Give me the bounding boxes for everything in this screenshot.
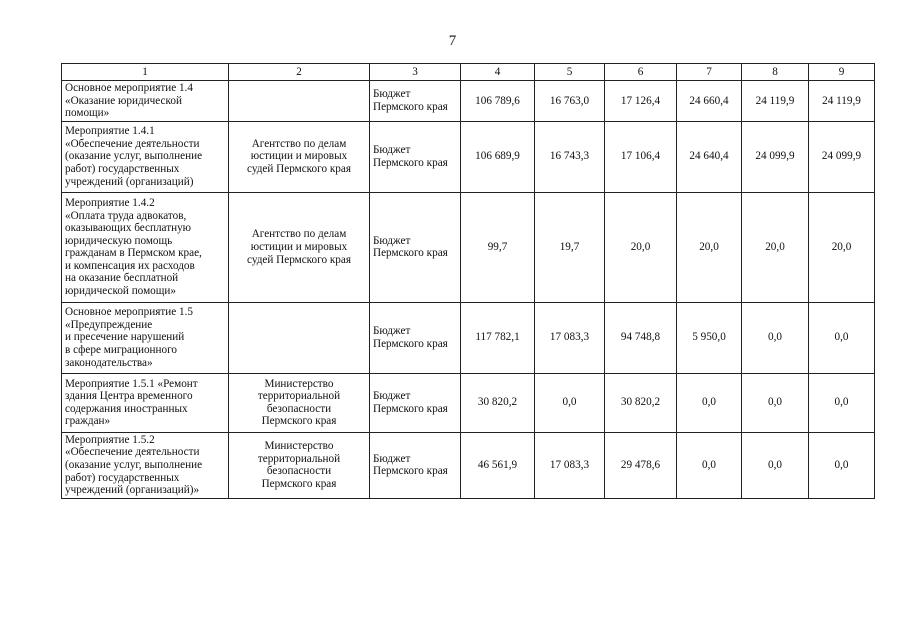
- column-header: 4: [461, 64, 535, 81]
- amount-cell: 0,0: [535, 373, 605, 432]
- funding-source-cell: Бюджет Пермского края: [370, 432, 461, 498]
- amount-cell: 20,0: [742, 192, 809, 302]
- amount-cell: 0,0: [742, 373, 809, 432]
- table-row: [62, 81, 875, 122]
- amount-cell: 0,0: [809, 373, 875, 432]
- amount-cell: 17 126,4: [605, 81, 677, 122]
- amount-cell: 0,0: [742, 302, 809, 373]
- amount-cell: 16 743,3: [535, 121, 605, 192]
- amount-cell: 29 478,6: [605, 432, 677, 498]
- executor-cell: Агентство по делам юстиции и мировых судей Пермского края: [229, 121, 370, 192]
- amount-cell: 19,7: [535, 192, 605, 302]
- funding-source-cell: Бюджет Пермского края: [370, 373, 461, 432]
- amount-cell: 24 660,4: [677, 81, 742, 122]
- table-row: [62, 432, 875, 498]
- amount-cell: 117 782,1: [461, 302, 535, 373]
- activity-name-cell: Мероприятие 1.4.2 «Оплата труда адвокатов, оказывающих бесплатную юридическую помощь гражданам в Пермском крае, и компенсация их расходов на оказание бесплатной юридической помощи»: [62, 192, 229, 302]
- column-header: 2: [229, 64, 370, 81]
- amount-cell: 17 106,4: [605, 121, 677, 192]
- executor-cell: [229, 302, 370, 373]
- amount-cell: 30 820,2: [605, 373, 677, 432]
- amount-cell: 20,0: [677, 192, 742, 302]
- amount-cell: 30 820,2: [461, 373, 535, 432]
- table-row: [62, 192, 875, 302]
- amount-cell: 24 119,9: [809, 81, 875, 122]
- activity-name-cell: Мероприятие 1.5.1 «Ремонт здания Центра временного содержания иностранных граждан»: [62, 373, 229, 432]
- activity-name-cell: Основное мероприятие 1.5 «Предупреждение и пресечение нарушений в сфере миграционного законодательства»: [62, 302, 229, 373]
- activity-name-cell: Мероприятие 1.5.2 «Обеспечение деятельности (оказание услуг, выполнение работ) государственных учреждений (организаций)»: [62, 432, 229, 498]
- amount-cell: 24 099,9: [809, 121, 875, 192]
- amount-cell: 0,0: [809, 432, 875, 498]
- column-header: 3: [370, 64, 461, 81]
- funding-source-cell: Бюджет Пермского края: [370, 192, 461, 302]
- column-header: 6: [605, 64, 677, 81]
- executor-cell: Министерство территориальной безопасности Пермского края: [229, 432, 370, 498]
- funding-source-cell: Бюджет Пермского края: [370, 302, 461, 373]
- amount-cell: 17 083,3: [535, 302, 605, 373]
- amount-cell: 24 640,4: [677, 121, 742, 192]
- funding-source-cell: Бюджет Пермского края: [370, 121, 461, 192]
- amount-cell: 20,0: [809, 192, 875, 302]
- amount-cell: 94 748,8: [605, 302, 677, 373]
- column-header: 8: [742, 64, 809, 81]
- executor-cell: Министерство территориальной безопасности Пермского края: [229, 373, 370, 432]
- budget-table: [61, 63, 875, 499]
- executor-cell: [229, 81, 370, 122]
- table-row: [62, 302, 875, 373]
- amount-cell: 99,7: [461, 192, 535, 302]
- table-header-row: [62, 64, 875, 81]
- amount-cell: 106 689,9: [461, 121, 535, 192]
- funding-source-cell: Бюджет Пермского края: [370, 81, 461, 122]
- amount-cell: 5 950,0: [677, 302, 742, 373]
- amount-cell: 17 083,3: [535, 432, 605, 498]
- column-header: 9: [809, 64, 875, 81]
- amount-cell: 20,0: [605, 192, 677, 302]
- table-row: [62, 121, 875, 192]
- amount-cell: 16 763,0: [535, 81, 605, 122]
- amount-cell: 24 099,9: [742, 121, 809, 192]
- activity-name-cell: Мероприятие 1.4.1 «Обеспечение деятельности (оказание услуг, выполнение работ) государственных учреждений (организаций): [62, 121, 229, 192]
- column-header: 7: [677, 64, 742, 81]
- amount-cell: 24 119,9: [742, 81, 809, 122]
- amount-cell: 106 789,6: [461, 81, 535, 122]
- amount-cell: 0,0: [677, 373, 742, 432]
- amount-cell: 0,0: [677, 432, 742, 498]
- column-header: 1: [62, 64, 229, 81]
- amount-cell: 46 561,9: [461, 432, 535, 498]
- table-row: [62, 373, 875, 432]
- column-header: 5: [535, 64, 605, 81]
- activity-name-cell: Основное мероприятие 1.4 «Оказание юридической помощи»: [62, 81, 229, 122]
- amount-cell: 0,0: [809, 302, 875, 373]
- executor-cell: Агентство по делам юстиции и мировых судей Пермского края: [229, 192, 370, 302]
- page-number: 7: [448, 33, 457, 49]
- amount-cell: 0,0: [742, 432, 809, 498]
